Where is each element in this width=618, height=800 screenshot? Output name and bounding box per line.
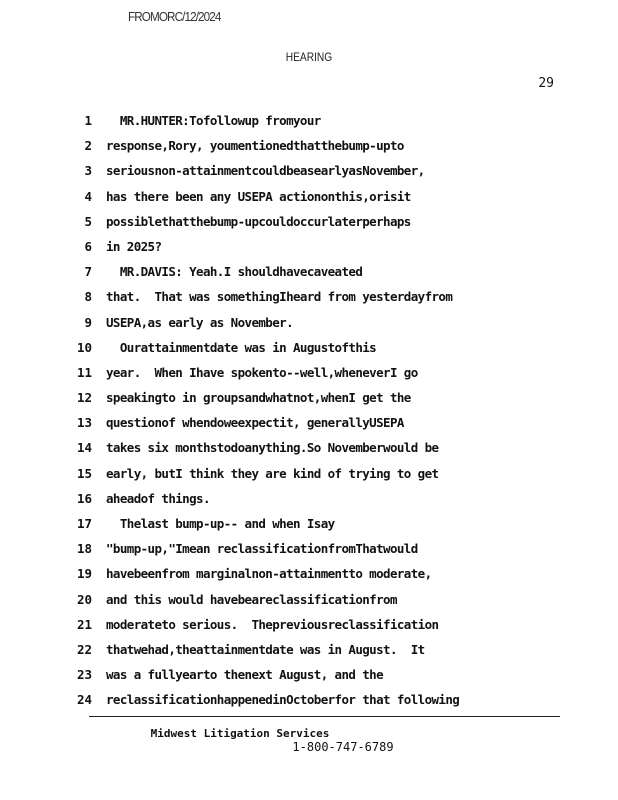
transcript-line: response,Rory, youmentionedthatthebump-upto bbox=[106, 138, 404, 154]
line-number: 12 bbox=[76, 390, 92, 406]
page-number: 29 bbox=[538, 76, 554, 91]
line-number: 10 bbox=[76, 339, 92, 355]
line-number: 21 bbox=[76, 616, 92, 632]
line-number: 13 bbox=[76, 415, 92, 431]
transcript-line: moderateto serious. Thepreviousreclassification bbox=[106, 616, 439, 632]
transcript-line: speakingto in groupsandwhatnot,whenI get the bbox=[106, 390, 411, 406]
transcript-body bbox=[106, 112, 546, 717]
transcript-line: MR.HUNTER:Tofollowup fromyour bbox=[106, 113, 321, 128]
transcript-line: USEPA,as early as November. bbox=[106, 314, 293, 330]
line-number: 16 bbox=[76, 490, 92, 506]
line-number: 15 bbox=[76, 465, 92, 481]
transcript-line: early, butI think they are kind of trying to get bbox=[106, 465, 439, 481]
footer-company-name: Midwest Litigation Services bbox=[150, 727, 330, 740]
line-number: 8 bbox=[84, 289, 92, 305]
transcript-line: has there been any USEPA actiononthis,orisit bbox=[106, 188, 411, 204]
transcript-line: questionof whendoweexpectit, generallyUSEPA bbox=[106, 415, 404, 431]
line-number: 6 bbox=[84, 238, 92, 254]
transcript-line: takes six monthstodoanything.So Novemberwould be bbox=[106, 440, 439, 456]
transcript-line: possiblethatthebump-upcouldoccurlaterperhaps bbox=[106, 213, 411, 229]
line-number: 17 bbox=[76, 516, 92, 531]
line-number: 9 bbox=[84, 314, 92, 330]
transcript-line: Thelast bump-up-- and when Isay bbox=[106, 516, 335, 531]
transcript-line: in 2025? bbox=[106, 238, 162, 254]
footer-divider bbox=[89, 716, 560, 717]
transcript-line: that. That was somethingIheard from yesterdayfrom bbox=[106, 289, 453, 305]
line-number: 23 bbox=[76, 667, 92, 683]
footer-phone-number: 1-800-747-6789 bbox=[292, 740, 394, 754]
transcript-line: seriousnon-attainmentcouldbeasearlyasNovember, bbox=[106, 163, 425, 179]
line-number: 4 bbox=[84, 188, 92, 204]
transcript-line: year. When Ihave spokento--well,wheneverI go bbox=[106, 364, 418, 380]
transcript-line: "bump-up,"Imean reclassificationfromThatwould bbox=[106, 541, 418, 557]
line-number: 1 bbox=[84, 113, 92, 128]
transcript-line: reclassificationhappenedinOctoberfor that following bbox=[106, 692, 460, 708]
line-number: 2 bbox=[84, 138, 92, 154]
header-left-text: FROMORC/12/2024 bbox=[128, 9, 221, 24]
transcript-line: aheadof things. bbox=[106, 490, 210, 506]
line-number: 24 bbox=[76, 692, 92, 708]
line-number: 18 bbox=[76, 541, 92, 557]
line-number: 11 bbox=[76, 364, 92, 380]
transcript-line: havebeenfrom marginalnon-attainmentto moderate, bbox=[106, 566, 432, 582]
transcript-line: MR.DAVIS: Yeah.I shouldhavecaveated bbox=[106, 264, 363, 280]
line-number: 5 bbox=[84, 213, 92, 229]
line-number: 14 bbox=[76, 440, 92, 456]
line-number: 19 bbox=[76, 566, 92, 582]
transcript-line: and this would havebeareclassificationfrom bbox=[106, 591, 397, 607]
transcript-line: was a fullyearto thenext August, and the bbox=[106, 667, 384, 683]
line-number: 20 bbox=[76, 591, 92, 607]
line-number-column bbox=[60, 112, 92, 717]
transcript-line: Ourattainmentdate was in Augustofthis bbox=[106, 339, 377, 355]
document-title: HEARING bbox=[285, 50, 333, 64]
line-number: 7 bbox=[84, 264, 92, 280]
transcript-line: thatwehad,theattainmentdate was in August. It bbox=[106, 641, 425, 657]
line-number: 3 bbox=[84, 163, 92, 179]
line-number: 22 bbox=[76, 641, 92, 657]
